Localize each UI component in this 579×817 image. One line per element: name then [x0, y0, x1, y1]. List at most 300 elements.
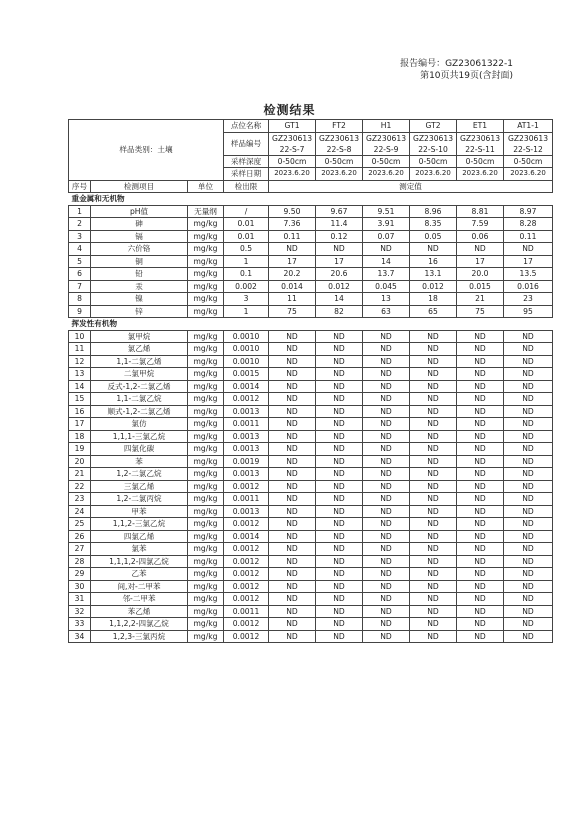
- sample-depth: 0-50cm: [363, 155, 410, 168]
- row-value: ND: [269, 555, 316, 568]
- row-value: ND: [504, 368, 553, 381]
- row-unit: mg/kg: [188, 368, 224, 381]
- row-value: ND: [269, 430, 316, 443]
- col-limit: 检出限: [224, 180, 269, 193]
- col-item: 检测项目: [91, 180, 188, 193]
- sample-depth: 0-50cm: [504, 155, 553, 168]
- row-value: ND: [363, 530, 410, 543]
- row-value: ND: [457, 355, 504, 368]
- row-value: ND: [269, 618, 316, 631]
- row-value: 14: [316, 293, 363, 306]
- row-value: ND: [457, 455, 504, 468]
- row-no: 10: [69, 330, 91, 343]
- row-value: ND: [363, 568, 410, 581]
- row-no: 32: [69, 605, 91, 618]
- row-value: ND: [363, 405, 410, 418]
- row-value: ND: [457, 330, 504, 343]
- row-value: 7.36: [269, 218, 316, 231]
- row-no: 1: [69, 205, 91, 218]
- row-value: 18: [410, 293, 457, 306]
- row-no: 19: [69, 443, 91, 456]
- table-row: [69, 280, 553, 293]
- row-value: ND: [457, 493, 504, 506]
- row-value: ND: [316, 618, 363, 631]
- table-row: [69, 218, 553, 231]
- sample-code: [504, 132, 553, 155]
- row-value: ND: [316, 455, 363, 468]
- table-row: [69, 293, 553, 306]
- row-no: 15: [69, 393, 91, 406]
- row-value: ND: [316, 368, 363, 381]
- row-value: 20.2: [269, 268, 316, 281]
- row-no: 13: [69, 368, 91, 381]
- group-title: 挥发性有机物: [69, 318, 553, 331]
- row-item: 1,2-二氯乙烷: [91, 468, 188, 481]
- row-value: ND: [410, 443, 457, 456]
- row-value: 23: [504, 293, 553, 306]
- table-row: [69, 618, 553, 631]
- row-item: 铅: [91, 268, 188, 281]
- row-limit: 0.0010: [224, 330, 269, 343]
- row-value: ND: [504, 243, 553, 256]
- row-value: ND: [410, 593, 457, 606]
- row-value: 21: [457, 293, 504, 306]
- row-limit: 0.0019: [224, 455, 269, 468]
- row-limit: 0.0012: [224, 568, 269, 581]
- row-unit: mg/kg: [188, 580, 224, 593]
- row-unit: mg/kg: [188, 393, 224, 406]
- row-value: 82: [316, 305, 363, 318]
- row-limit: 0.0010: [224, 355, 269, 368]
- row-value: ND: [410, 330, 457, 343]
- sample-depth: 0-50cm: [410, 155, 457, 168]
- row-unit: mg/kg: [188, 605, 224, 618]
- row-value: ND: [363, 418, 410, 431]
- row-limit: 0.1: [224, 268, 269, 281]
- row-value: ND: [457, 543, 504, 556]
- row-no: 17: [69, 418, 91, 431]
- row-value: 9.50: [269, 205, 316, 218]
- row-value: ND: [504, 593, 553, 606]
- row-value: ND: [316, 430, 363, 443]
- row-value: ND: [504, 443, 553, 456]
- table-row: [69, 255, 553, 268]
- row-value: 11.4: [316, 218, 363, 231]
- row-value: ND: [457, 618, 504, 631]
- row-value: ND: [457, 593, 504, 606]
- row-value: 17: [504, 255, 553, 268]
- row-item: 铜: [91, 255, 188, 268]
- row-no: 9: [69, 305, 91, 318]
- row-value: ND: [410, 555, 457, 568]
- table-row: [69, 243, 553, 256]
- sample-code-line: 22-S-12: [513, 144, 543, 154]
- row-value: ND: [363, 555, 410, 568]
- row-value: ND: [363, 343, 410, 356]
- table-row: [69, 555, 553, 568]
- sample-code-line: 22-S-11: [465, 144, 495, 154]
- row-value: ND: [504, 418, 553, 431]
- row-item: 六价铬: [91, 243, 188, 256]
- row-limit: 0.0012: [224, 618, 269, 631]
- site-name: AT1-1: [504, 120, 553, 133]
- row-value: ND: [410, 543, 457, 556]
- sample-date: 2023.6.20: [504, 168, 553, 181]
- header-row-columns: [69, 180, 553, 193]
- row-value: ND: [363, 468, 410, 481]
- row-item: 三氯乙烯: [91, 480, 188, 493]
- sample-code: [410, 132, 457, 155]
- sample-category: 样品类别：土壤: [69, 120, 224, 181]
- row-unit: mg/kg: [188, 418, 224, 431]
- sample-code-line: GZ230613: [318, 133, 360, 143]
- row-value: 9.67: [316, 205, 363, 218]
- row-value: 0.045: [363, 280, 410, 293]
- row-limit: 0.0012: [224, 593, 269, 606]
- row-item: 反式-1,2-二氯乙烯: [91, 380, 188, 393]
- row-value: ND: [269, 468, 316, 481]
- row-limit: 0.0013: [224, 505, 269, 518]
- sample-code: [269, 132, 316, 155]
- row-item: 甲苯: [91, 505, 188, 518]
- table-row: [69, 343, 553, 356]
- row-value: ND: [410, 368, 457, 381]
- sample-depth: 0-50cm: [269, 155, 316, 168]
- row-value: ND: [410, 418, 457, 431]
- row-no: 24: [69, 505, 91, 518]
- row-value: ND: [457, 405, 504, 418]
- row-value: ND: [269, 530, 316, 543]
- row-value: ND: [269, 505, 316, 518]
- row-limit: 0.0013: [224, 430, 269, 443]
- row-value: ND: [269, 343, 316, 356]
- row-no: 26: [69, 530, 91, 543]
- row-value: ND: [457, 555, 504, 568]
- row-value: 16: [410, 255, 457, 268]
- row-value: ND: [269, 543, 316, 556]
- row-limit: 0.0015: [224, 368, 269, 381]
- row-value: ND: [504, 555, 553, 568]
- table-row: [69, 530, 553, 543]
- row-unit: mg/kg: [188, 455, 224, 468]
- row-value: 0.11: [269, 230, 316, 243]
- table-row: [69, 380, 553, 393]
- row-value: ND: [410, 580, 457, 593]
- row-no: 3: [69, 230, 91, 243]
- row-value: ND: [363, 330, 410, 343]
- table-row: [69, 268, 553, 281]
- table-row: [69, 593, 553, 606]
- row-value: ND: [316, 580, 363, 593]
- row-value: 17: [457, 255, 504, 268]
- row-value: ND: [363, 455, 410, 468]
- row-unit: mg/kg: [188, 618, 224, 631]
- row-item: 锌: [91, 305, 188, 318]
- row-limit: 0.0013: [224, 468, 269, 481]
- row-value: 0.05: [410, 230, 457, 243]
- row-limit: 0.0013: [224, 443, 269, 456]
- depth-label: 采样深度: [224, 155, 269, 168]
- row-value: ND: [410, 355, 457, 368]
- row-value: 95: [504, 305, 553, 318]
- col-unit: 单位: [188, 180, 224, 193]
- row-value: ND: [363, 605, 410, 618]
- row-value: ND: [269, 405, 316, 418]
- row-value: ND: [410, 468, 457, 481]
- row-value: ND: [504, 393, 553, 406]
- row-value: ND: [504, 468, 553, 481]
- row-item: 乙苯: [91, 568, 188, 581]
- row-value: ND: [269, 568, 316, 581]
- row-value: 13: [363, 293, 410, 306]
- row-value: ND: [457, 530, 504, 543]
- row-no: 31: [69, 593, 91, 606]
- table-row: [69, 493, 553, 506]
- row-value: ND: [363, 543, 410, 556]
- row-value: ND: [269, 630, 316, 643]
- row-unit: mg/kg: [188, 443, 224, 456]
- row-value: ND: [504, 530, 553, 543]
- row-value: ND: [410, 493, 457, 506]
- row-unit: mg/kg: [188, 280, 224, 293]
- sample-code-line: GZ230613: [507, 133, 549, 143]
- group-title: 重金属和无机物: [69, 193, 553, 206]
- row-value: ND: [363, 368, 410, 381]
- row-value: 14: [363, 255, 410, 268]
- header-row-site: [69, 120, 553, 133]
- row-item: 二氯甲烷: [91, 368, 188, 381]
- row-value: ND: [269, 418, 316, 431]
- row-limit: 0.0012: [224, 630, 269, 643]
- row-value: ND: [269, 443, 316, 456]
- row-value: ND: [269, 455, 316, 468]
- row-value: 3.91: [363, 218, 410, 231]
- row-value: ND: [269, 580, 316, 593]
- row-value: ND: [316, 443, 363, 456]
- row-value: ND: [363, 430, 410, 443]
- row-value: ND: [316, 493, 363, 506]
- row-value: ND: [504, 518, 553, 531]
- row-no: 16: [69, 405, 91, 418]
- row-unit: 无量纲: [188, 205, 224, 218]
- sample-code-line: 22-S-8: [326, 144, 352, 154]
- row-limit: 0.0014: [224, 380, 269, 393]
- row-value: ND: [269, 355, 316, 368]
- row-value: ND: [363, 443, 410, 456]
- row-item: 氯甲烷: [91, 330, 188, 343]
- row-value: ND: [457, 605, 504, 618]
- row-item: 苯: [91, 455, 188, 468]
- row-value: ND: [457, 430, 504, 443]
- row-item: 1,1,1,2-四氯乙烷: [91, 555, 188, 568]
- row-unit: mg/kg: [188, 505, 224, 518]
- row-unit: mg/kg: [188, 593, 224, 606]
- sample-date: 2023.6.20: [363, 168, 410, 181]
- row-unit: mg/kg: [188, 293, 224, 306]
- row-value: ND: [504, 605, 553, 618]
- row-unit: mg/kg: [188, 555, 224, 568]
- row-value: ND: [316, 568, 363, 581]
- row-value: ND: [363, 493, 410, 506]
- row-item: 氯苯: [91, 543, 188, 556]
- row-value: 8.96: [410, 205, 457, 218]
- row-value: ND: [410, 630, 457, 643]
- row-value: ND: [269, 243, 316, 256]
- row-value: ND: [504, 505, 553, 518]
- row-value: ND: [504, 430, 553, 443]
- site-name: ET1: [457, 120, 504, 133]
- row-value: ND: [363, 480, 410, 493]
- row-value: ND: [410, 605, 457, 618]
- row-limit: 0.5: [224, 243, 269, 256]
- row-value: 7.59: [457, 218, 504, 231]
- row-limit: 0.0014: [224, 530, 269, 543]
- site-name: FT2: [316, 120, 363, 133]
- table-row: [69, 205, 553, 218]
- table-row: [69, 630, 553, 643]
- page-title: 检测结果: [263, 103, 316, 117]
- results-table-body: [69, 120, 553, 643]
- row-no: 11: [69, 343, 91, 356]
- row-no: 18: [69, 430, 91, 443]
- sample-date: 2023.6.20: [269, 168, 316, 181]
- sample-code-line: 22-S-9: [373, 144, 399, 154]
- row-value: ND: [363, 618, 410, 631]
- row-value: ND: [457, 505, 504, 518]
- row-value: ND: [410, 430, 457, 443]
- row-value: 8.81: [457, 205, 504, 218]
- row-value: ND: [363, 580, 410, 593]
- row-item: 顺式-1,2-二氯乙烯: [91, 405, 188, 418]
- row-value: ND: [316, 505, 363, 518]
- sample-date: 2023.6.20: [410, 168, 457, 181]
- row-value: ND: [316, 343, 363, 356]
- row-value: ND: [269, 593, 316, 606]
- row-value: ND: [363, 593, 410, 606]
- row-value: ND: [410, 405, 457, 418]
- row-limit: 1: [224, 255, 269, 268]
- row-unit: mg/kg: [188, 305, 224, 318]
- row-value: ND: [410, 243, 457, 256]
- row-value: ND: [269, 518, 316, 531]
- row-no: 2: [69, 218, 91, 231]
- row-unit: mg/kg: [188, 330, 224, 343]
- row-unit: mg/kg: [188, 343, 224, 356]
- row-value: ND: [269, 493, 316, 506]
- date-label: 采样日期: [224, 168, 269, 181]
- sample-depth: 0-50cm: [457, 155, 504, 168]
- row-value: ND: [316, 405, 363, 418]
- row-value: ND: [316, 555, 363, 568]
- results-table: [68, 119, 553, 643]
- row-unit: mg/kg: [188, 380, 224, 393]
- row-unit: mg/kg: [188, 243, 224, 256]
- row-value: ND: [457, 380, 504, 393]
- row-value: 75: [457, 305, 504, 318]
- row-no: 6: [69, 268, 91, 281]
- row-item: 1,2,3-三氯丙烷: [91, 630, 188, 643]
- row-value: ND: [504, 618, 553, 631]
- row-value: ND: [504, 630, 553, 643]
- row-value: 13.7: [363, 268, 410, 281]
- row-value: ND: [269, 380, 316, 393]
- sample-depth: 0-50cm: [316, 155, 363, 168]
- row-limit: 0.0011: [224, 418, 269, 431]
- row-value: ND: [504, 480, 553, 493]
- row-value: ND: [316, 380, 363, 393]
- row-value: ND: [504, 493, 553, 506]
- row-limit: 0.01: [224, 218, 269, 231]
- row-item: 1,1,2,2-四氯乙烷: [91, 618, 188, 631]
- row-value: 0.012: [410, 280, 457, 293]
- sample-code-line: GZ230613: [271, 133, 313, 143]
- table-row: [69, 568, 553, 581]
- row-value: ND: [504, 455, 553, 468]
- row-value: ND: [504, 568, 553, 581]
- row-limit: 0.0011: [224, 493, 269, 506]
- page-indicator: 第10页共19页(含封面): [420, 71, 513, 81]
- row-value: ND: [410, 568, 457, 581]
- row-no: 5: [69, 255, 91, 268]
- row-value: ND: [410, 505, 457, 518]
- row-item: pH值: [91, 205, 188, 218]
- row-unit: mg/kg: [188, 430, 224, 443]
- table-row: [69, 418, 553, 431]
- row-unit: mg/kg: [188, 355, 224, 368]
- row-value: ND: [316, 630, 363, 643]
- row-value: ND: [410, 380, 457, 393]
- row-value: ND: [457, 393, 504, 406]
- row-limit: 0.0012: [224, 393, 269, 406]
- row-value: ND: [316, 393, 363, 406]
- row-value: ND: [504, 330, 553, 343]
- sample-code: [316, 132, 363, 155]
- row-value: 75: [269, 305, 316, 318]
- row-value: ND: [457, 480, 504, 493]
- row-item: 1,1-二氯乙烷: [91, 393, 188, 406]
- site-name: H1: [363, 120, 410, 133]
- row-unit: mg/kg: [188, 568, 224, 581]
- row-value: 0.07: [363, 230, 410, 243]
- row-no: 30: [69, 580, 91, 593]
- row-no: 28: [69, 555, 91, 568]
- row-value: ND: [316, 543, 363, 556]
- row-item: 四氯乙烯: [91, 530, 188, 543]
- row-value: 13.5: [504, 268, 553, 281]
- table-row: [69, 405, 553, 418]
- row-limit: 0.0012: [224, 480, 269, 493]
- row-value: ND: [316, 355, 363, 368]
- sample-no-label: 样品编号: [224, 132, 269, 155]
- row-value: ND: [363, 518, 410, 531]
- table-row: [69, 518, 553, 531]
- table-row: [69, 468, 553, 481]
- row-limit: 0.0011: [224, 605, 269, 618]
- row-limit: 0.0013: [224, 405, 269, 418]
- col-measured: 测定值: [269, 180, 553, 193]
- row-limit: 1: [224, 305, 269, 318]
- row-value: ND: [363, 380, 410, 393]
- table-row: [69, 455, 553, 468]
- sample-date: 2023.6.20: [457, 168, 504, 181]
- table-row: [69, 330, 553, 343]
- row-value: ND: [363, 355, 410, 368]
- table-row: [69, 480, 553, 493]
- row-limit: 0.0012: [224, 543, 269, 556]
- sample-code-line: 22-S-7: [279, 144, 305, 154]
- row-value: ND: [457, 418, 504, 431]
- row-value: ND: [316, 530, 363, 543]
